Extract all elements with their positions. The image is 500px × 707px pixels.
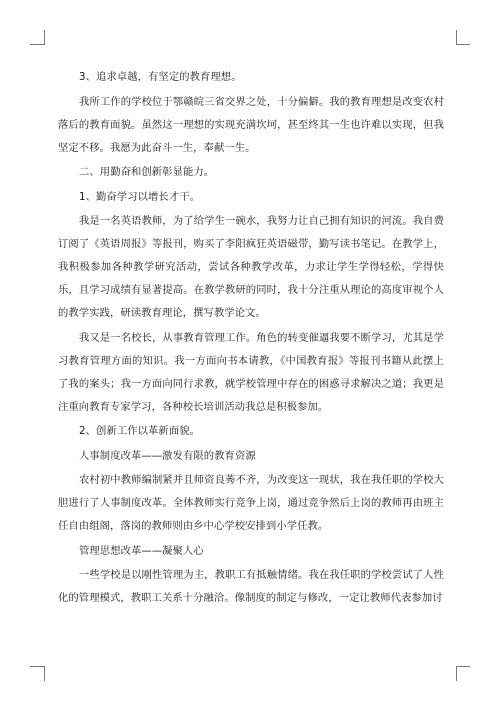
crop-mark-bottom-left-v bbox=[44, 666, 45, 681]
section-heading-pursue-excellence: 3、追求卓越，有坚定的教育理想。 bbox=[79, 71, 242, 83]
paragraph-principal: 我又是一名校长，从事教育管理工作。角色的转变催逼我要不断学习，尤其是学习教育管理方面的知识。我一方面向书本请教，《中国教育报》等报刊书籍从此摆上了我的案头；我一方面向同行求教，就学校管理中存在的困惑寻求解决之道；我更是注重向教育专家学习，各种校长培训活动我总是积极参加。 bbox=[58, 331, 444, 413]
crop-mark-top-right-v bbox=[456, 30, 457, 45]
crop-mark-top-right-h bbox=[456, 44, 470, 45]
crop-mark-bottom-left-h bbox=[30, 666, 44, 667]
paragraph-management-reform: 一些学校是以刚性管理为主，教职工有抵触情绪。我在我任职的学校尝试了人性化的管理模式，教职工关系十分融洽。像制度的制定与修改，一定让教师代表参加讨 bbox=[58, 569, 444, 604]
subheading-management-reform: 管理思想改革——凝聚人心 bbox=[79, 544, 204, 557]
subheading-innovative-work: 2、创新工作以革新面貌。 bbox=[79, 425, 201, 437]
paragraph-school-location: 我所工作的学校位于鄂赣皖三省交界之处，十分偏僻。我的教育理想是改变农村落后的教育面貌。虽然这一理想的实现充满坎坷，甚至终其一生也许难以实现，但我坚定不移。我愿为此奋斗一生，奉献一生。 bbox=[58, 95, 444, 154]
subheading-diligent-study: 1、勤奋学习以增长才干。 bbox=[79, 190, 201, 203]
crop-mark-bottom-right-v bbox=[456, 666, 457, 681]
crop-mark-bottom-right-h bbox=[456, 666, 470, 667]
subheading-personnel-reform: 人事制度改革——激发有限的教育资源 bbox=[79, 449, 256, 462]
section-heading-diligence-innovation: 二、用勤奋和创新彰显能力。 bbox=[79, 166, 215, 178]
document-body bbox=[58, 66, 444, 612]
paragraph-personnel-reform: 农村初中教师编制紧并且师资良莠不齐，为改变这一现状，我在我任职的学校大胆进行了人事制度改革。全体教师实行竞争上岗，通过竞争然后上岗的教师再由班主任自由组阁，落岗的教师则由乡中心学校安排到小学任教。 bbox=[58, 474, 444, 532]
paragraph-english-teacher: 我是一名英语教师，为了给学生一碗水，我努力让自己拥有知识的河流。我自费订阅了《英语周报》等报刊，购买了李阳疯狂英语磁带，勤写读书笔记。在教学上，我积极参加各种教学研究活动，尝试各种教学改革，力求让学生学得轻松，学得快乐，且学习成绩有显著提高。在教学教研的同时，我十分注重从理论的高度审视个人的教学实践，研读教育理论，撰写教学论文。 bbox=[58, 215, 444, 319]
crop-mark-top-left-h bbox=[30, 44, 44, 45]
crop-mark-top-left-v bbox=[44, 30, 45, 45]
